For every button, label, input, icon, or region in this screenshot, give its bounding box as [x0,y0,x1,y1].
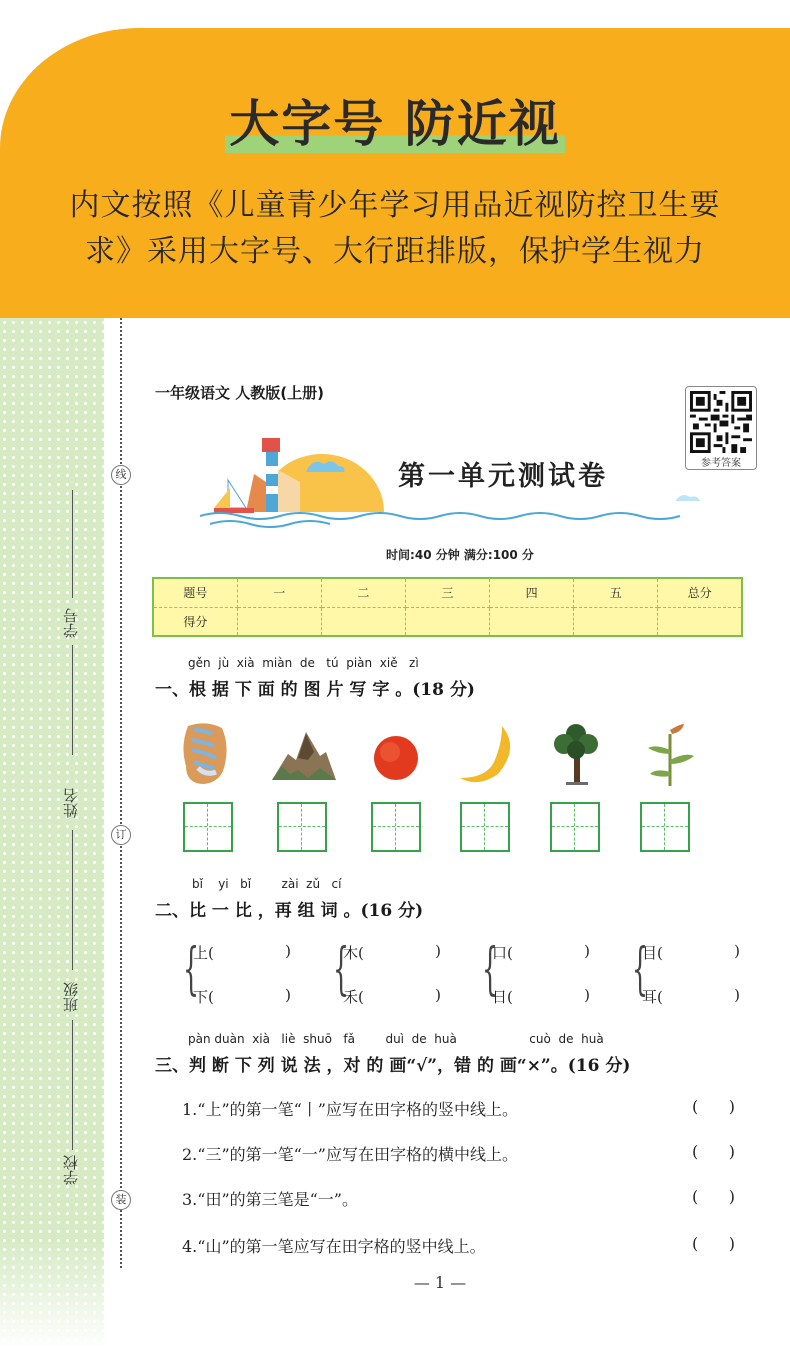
bind-char-order: 订 [111,825,131,845]
waterfall-picture [176,720,246,788]
score-table [152,577,743,637]
section2-title: 二、比 一 比 ，再 组 词 。(16 分) [155,901,424,921]
name-line-upper [72,645,73,755]
time-and-score: 时间:40 分钟 满分:100 分 [386,548,534,562]
banner-title [0,84,790,156]
judge-item-2: 2.“三”的第一笔“一”应写在田字格的横中线上。 [182,1145,518,1164]
page-number: — 1 — [413,1273,467,1292]
pair-top: 口( [492,944,513,962]
banner-line-1: 内文按照《儿童青少年学习用品近视防控卫生要 [69,188,721,223]
writing-grid[interactable] [371,802,421,852]
section1-title: 一、根 据 下 面 的 图 片 写 字 。(18 分) [155,680,475,700]
banner-line-2: 求》采用大字号、大行距排版，保护学生视力 [85,234,705,269]
student-number-label: 学号 [62,608,80,638]
school-label: 学校 [62,1155,80,1185]
pair-top: 上( [193,944,214,962]
answer-bracket[interactable]: ( ) [692,1142,735,1161]
score-input-cell[interactable] [658,607,742,636]
score-input-cell[interactable] [237,607,321,636]
class-line [72,1020,73,1150]
pair-close: ) [734,942,740,960]
class-label: 班级 [62,982,80,1012]
answer-bracket[interactable]: ( ) [692,1234,735,1253]
score-table-cell: 二 [321,578,405,607]
section3-pinyin: pàn duàn xià liè shuō fǎ duì de huà cuò de huà [188,1032,604,1046]
banner-title-text: 大字号 防近视 [225,95,564,153]
writing-grid[interactable] [550,802,600,852]
qr-label: 参考答案 [701,458,741,469]
pair-close: ) [435,986,441,1004]
section2-pinyin: bǐ yi bǐ zài zǔ cí [192,877,342,891]
writing-grid[interactable] [277,802,327,852]
pair-bottom: 耳( [642,988,663,1006]
sun-picture [362,720,432,788]
writing-grid[interactable] [640,802,690,852]
promo-banner [0,28,790,318]
character-pair [183,937,313,1010]
score-input-cell[interactable] [321,607,405,636]
answer-bracket[interactable]: ( ) [692,1097,735,1116]
score-table-cell: 五 [574,578,658,607]
pair-close: ) [435,942,441,960]
paper-header: 一年级语文 人教版(上册) [155,384,324,402]
score-table-cell: 一 [237,578,321,607]
mountain-picture [268,720,338,788]
judge-item-1: 1.“上”的第一笔“丨”应写在田字格的竖中线上。 [182,1100,518,1119]
pair-close: ) [285,986,291,1004]
section3-title: 三、判 断 下 列 说 法 ，对 的 画“√”，错 的 画“×”。(16 分) [155,1056,631,1076]
judge-item-3: 3.“田”的第三笔是“一”。 [182,1190,358,1209]
crop-picture [636,720,706,788]
score-input-cell[interactable] [574,607,658,636]
writing-grid[interactable] [183,802,233,852]
score-input-cell[interactable] [405,607,489,636]
unit-test-title: 第一单元测试卷 [398,461,608,492]
character-pair [333,937,463,1010]
name-line-lower [72,830,73,970]
character-pair [482,937,612,1010]
pair-top: 木( [343,944,364,962]
pair-bottom: 下( [193,988,214,1006]
section1-pinyin: gěn jù xià miàn de tú piàn xiě zì [188,656,419,670]
writing-grid[interactable] [460,802,510,852]
pair-close: ) [584,942,590,960]
binding-strip [0,318,104,1349]
brace-icon: { [482,937,499,1002]
tree-picture [544,720,614,788]
score-table-score-row [153,607,742,636]
brace-icon: { [632,937,649,1002]
name-label: 姓名 [62,788,80,818]
brace-icon: { [183,937,200,1002]
bind-char-install: 装 [111,1190,131,1210]
character-pair [632,937,762,1010]
pair-close: ) [584,986,590,1004]
pair-close: ) [734,986,740,1004]
score-input-cell[interactable] [490,607,574,636]
judge-item-4: 4.“山”的第一笔应写在田字格的竖中线上。 [182,1237,486,1256]
score-table-row-label: 得分 [153,607,237,636]
strip-fade [0,1240,104,1349]
score-table-cell: 三 [405,578,489,607]
brace-icon: { [333,937,350,1002]
score-table-header-row [153,578,742,607]
answer-bracket[interactable]: ( ) [692,1187,735,1206]
score-table-cell: 总分 [658,578,742,607]
score-table-cell: 题号 [153,578,237,607]
pair-close: ) [285,942,291,960]
score-table-cell: 四 [490,578,574,607]
binding-dotted-line [120,318,122,1268]
pair-bottom: 日( [492,988,513,1006]
pair-bottom: 禾( [343,988,364,1006]
bind-char-line: 线 [111,465,131,485]
student-number-line [72,490,73,598]
pair-top: 目( [642,944,663,962]
moon-picture [456,720,526,788]
